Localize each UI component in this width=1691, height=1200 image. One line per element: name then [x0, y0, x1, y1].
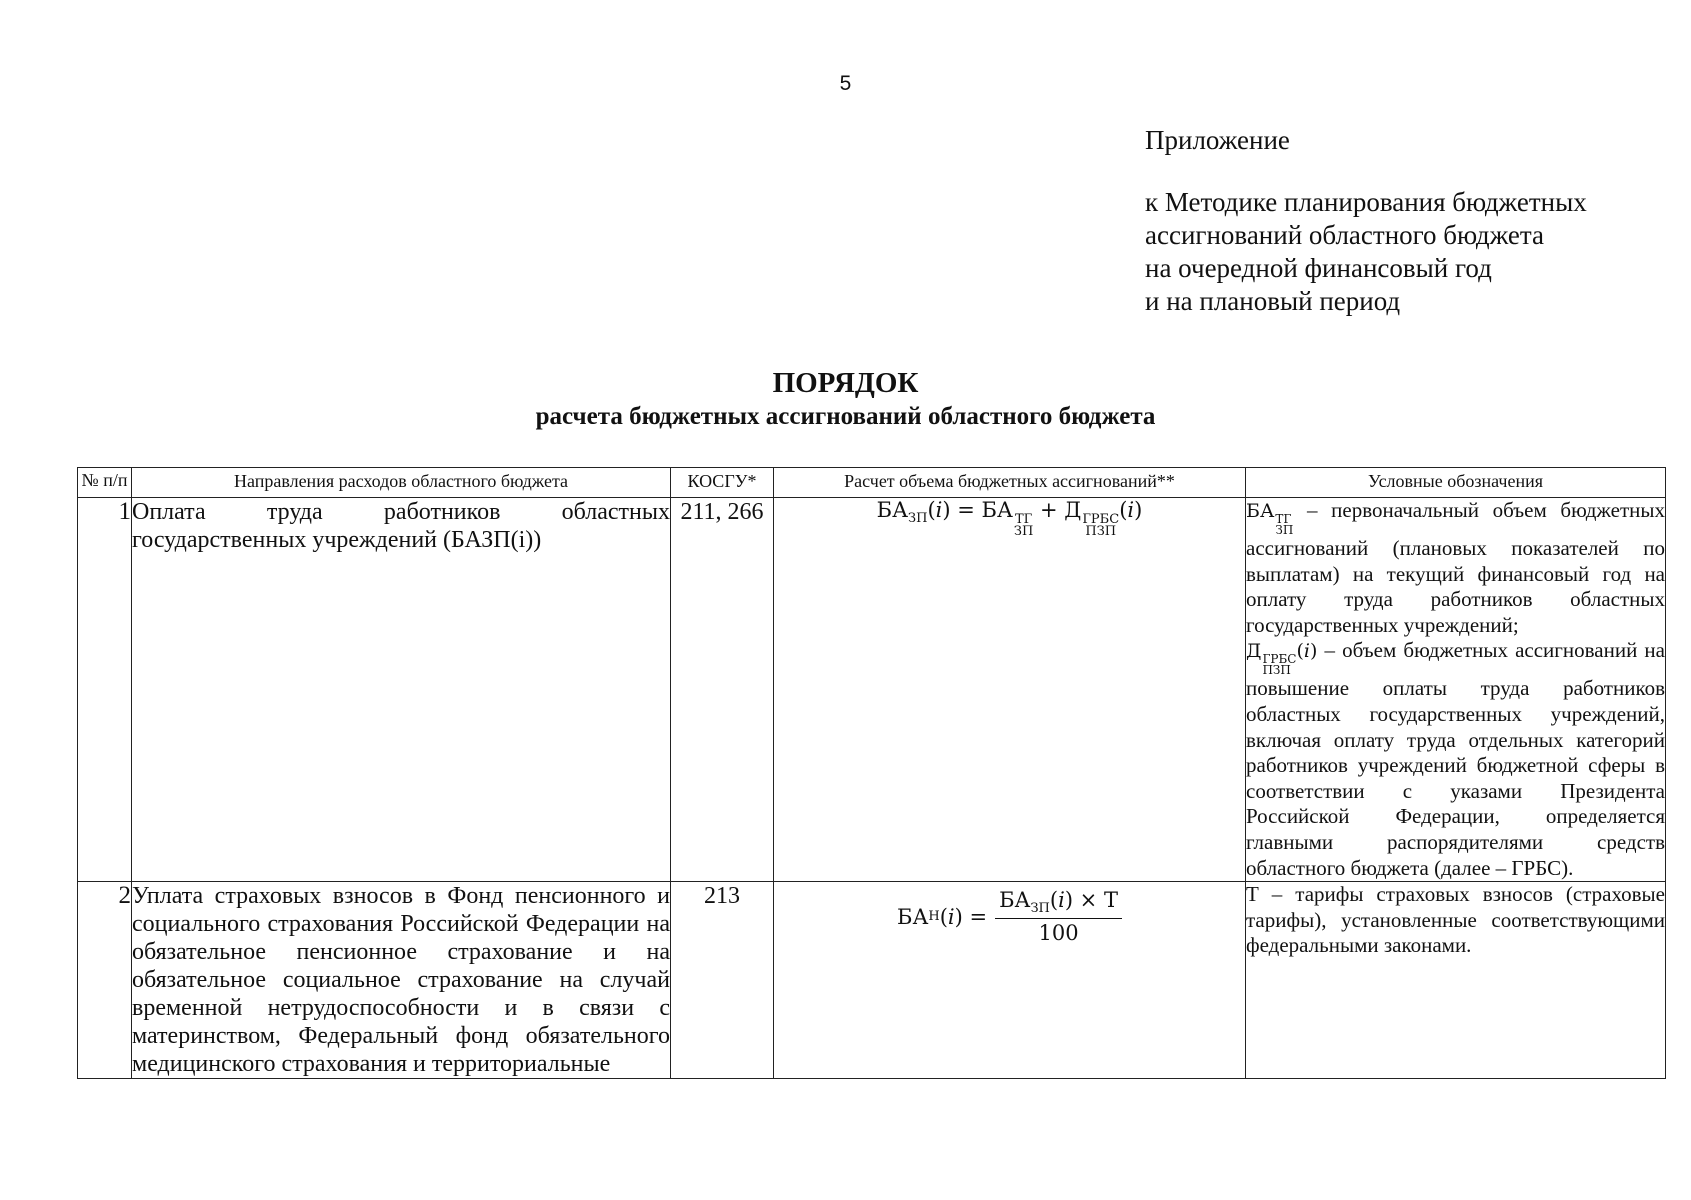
legend-text: – первоначальный объем бюджетных ассигнований (плановых показателей по выплатам) на текущий финансовый год на оплату труда работников областных государственных учреждений;	[1246, 498, 1665, 637]
row-legend	[1246, 498, 1666, 882]
appendix-block	[1145, 124, 1665, 318]
symbol-d-pzp-grbs: Д ГРБС ПЗП (i)	[1246, 640, 1318, 678]
row-direction: Оплата труда работников областных государственных учреждений (БАЗП(i))	[132, 498, 671, 882]
appendix-label: Приложение	[1145, 125, 1290, 155]
header-calc: Расчет объема бюджетных ассигнований**	[774, 468, 1246, 498]
formula-salary: $БА_{ЗП}(i)$ = БА ТГ ЗП + Д ГРБС ПЗП (i)	[876, 498, 1143, 539]
header-num: № п/п	[78, 468, 132, 498]
row-legend: Т – тарифы страховых взносов (страховые тарифы), установленные соответствующими федеральными законами.	[1246, 882, 1666, 1079]
table-row	[78, 498, 1666, 882]
budget-table	[77, 467, 1666, 1079]
appendix-line: и на плановый период	[1145, 286, 1401, 316]
row-kosgu: 213	[671, 882, 774, 1079]
table-row	[78, 882, 1666, 1079]
header-kosgu: КОСГУ*	[671, 468, 774, 498]
symbol-ba-zp-tg: БА ТГ ЗП	[1246, 500, 1294, 537]
row-number: 1	[78, 498, 132, 882]
page-number: 5	[839, 72, 852, 95]
appendix-line: ассигнований областного бюджета	[1145, 220, 1544, 250]
legend-item	[1246, 638, 1665, 881]
row-formula-cell	[774, 882, 1246, 1079]
appendix-line: к Методике планирования бюджетных	[1145, 187, 1587, 217]
appendix-line: на очередной финансовый год	[1145, 253, 1492, 283]
row-kosgu: 211, 266	[671, 498, 774, 882]
row-number: 2	[78, 882, 132, 1079]
legend-item	[1246, 498, 1665, 638]
row-formula-cell	[774, 498, 1246, 882]
legend-text: – объем бюджетных ассигнований на повышение оплаты труда работников областных государственных учреждений, включая оплату труда отдельных категорий работников учреждений бюджетной сферы в соответствии с указами Президента Российской Федерации, определяется главными распорядителями средств областного бюджета (далее – ГРБС).	[1246, 638, 1665, 880]
row-direction: Уплата страховых взносов в Фонд пенсионного и социального страхования Российской Федерации на обязательное пенсионное страхование и на обязательное социальное страхование на случай временной нетрудоспособности и в связи с материнством, Федеральный фонд обязательного медицинского страхования и территориальные	[132, 883, 670, 1078]
formula-insurance: БА Н ( i ) = $\frac{БА_{ЗП}(i) \times Т}{100}$	[897, 882, 1122, 945]
header-legend: Условные обозначения	[1246, 468, 1666, 498]
table-header-row	[78, 468, 1666, 498]
document-subtitle: расчета бюджетных ассигнований областного бюджета	[535, 403, 1156, 430]
header-direction: Направления расходов областного бюджета	[132, 468, 671, 498]
document-title: ПОРЯДОК	[772, 367, 919, 399]
